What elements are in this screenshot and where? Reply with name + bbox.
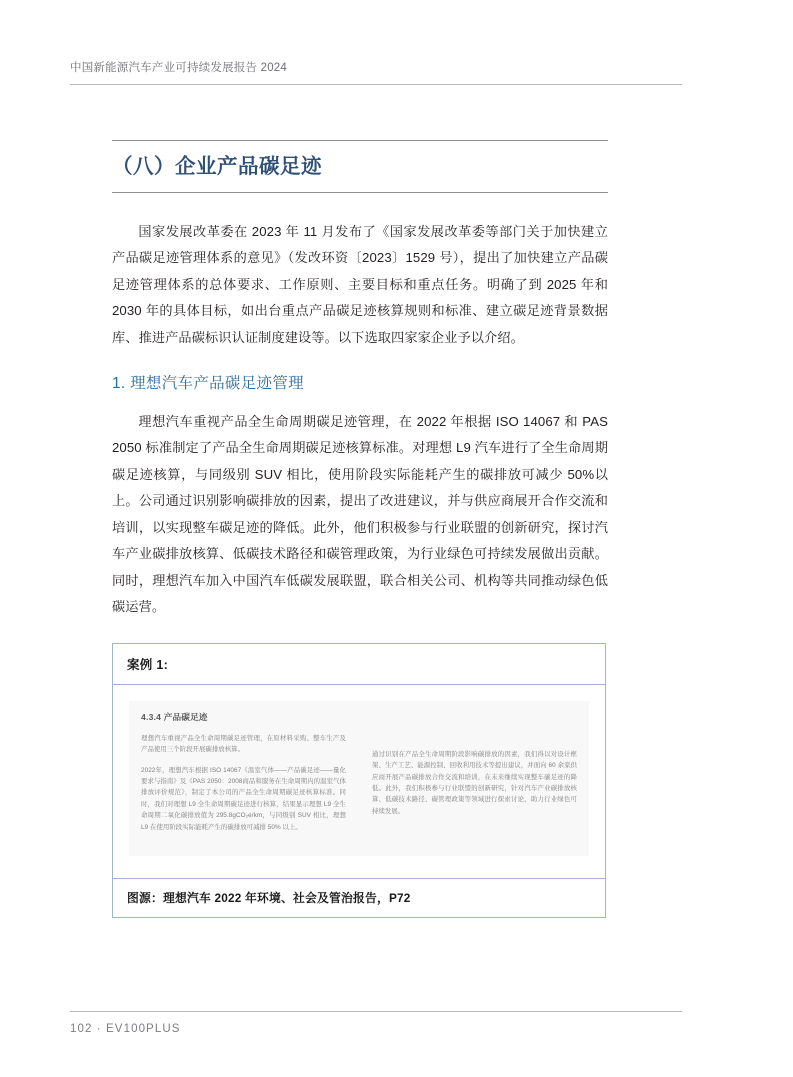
case-study-label: 案例 1: bbox=[113, 644, 605, 685]
header-divider bbox=[70, 84, 682, 85]
page-content bbox=[112, 140, 608, 918]
footer-page-number: 102 bbox=[70, 1023, 93, 1035]
running-header bbox=[70, 60, 682, 85]
embedded-paragraph: 2022年，理想汽车根据 ISO 14067《温室气体——产品碳足迹——量化要求与指南》及《PAS 2050：2008商品和服务在生命周期内的温室气体排放评价规范》，制定了本公司的产品全生命周期碳足迹核算标准。同时，我们对理想 L9 全生命周期碳足迹进行核算，结果显示理想 L9 全生命周期二氧化碳排放值为 295.8gCO₂e/km，与同级别 SUV 相比，理想 L9 在使用阶段实际能耗产生的碳排放可减排 50% 以上。 bbox=[141, 766, 346, 831]
section-title: （八）企业产品碳足迹 bbox=[112, 155, 322, 178]
embedded-figure-left-column bbox=[141, 733, 346, 842]
footer-content bbox=[70, 1023, 682, 1035]
embedded-figure-heading: 4.3.4 产品碳足迹 bbox=[141, 711, 208, 722]
section-title-block bbox=[112, 140, 608, 193]
footer-separator: · bbox=[96, 1023, 102, 1035]
page-footer bbox=[70, 1011, 682, 1035]
case-study-figure bbox=[113, 685, 605, 878]
embedded-paragraph: 通过识别在产品全生命周期阶段影响碳排放的因素，我们得以对设计框架、生产工艺、能源控制、回收利用技术等提出建议，并面向 60 余家供应商开展产品碳排放合作交流和培训，在未来继续实现整车碳足迹的降低。此外，我们积极参与行业联盟的创新研究，针对汽车产业碳排放核算、低碳技术路径、碳管理政策等领域进行探索讨论，助力行业绿色可持续发展。 bbox=[372, 750, 577, 815]
embedded-report-screenshot bbox=[129, 701, 589, 856]
embedded-figure-columns bbox=[141, 733, 577, 842]
subsection-paragraph: 理想汽车重视产品全生命周期碳足迹管理，在 2022 年根据 ISO 14067 和 PAS 2050 标准制定了产品全生命周期碳足迹核算标准。对理想 L9 汽车进行了全生命周期碳足迹核算，与同级别 SUV 相比，使用阶段实际能耗产生的碳排放可减少 50%以上。公司通过识别影响碳排放的因素，提出了改进建议，并与供应商展开合作交流和培训，以实现整车碳足迹的降低。此外，他们积极参与行业联盟的创新研究，探讨汽车产业碳排放核算、低碳技术路径和碳管理政策，为行业绿色可持续发展做出贡献。同时，理想汽车加入中国汽车低碳发展联盟，联合相关公司、机构等共同推动绿色低碳运营。 bbox=[112, 413, 608, 615]
embedded-paragraph: 理想汽车重视产品全生命周期碳足迹管理，在原材料采购、整车生产及产品使用三个阶段开展碳排放核算。 bbox=[141, 734, 346, 754]
intro-paragraph: 国家发展改革委在 2023 年 11 月发布了《国家发展改革委等部门关于加快建立产品碳足迹管理体系的意见》（发改环资〔2023〕1529 号），提出了加快建立产品碳足迹管理体系的总体要求、工作原则、主要目标和重点任务。明确了到 2025 年和 2030 年的具体目标，如出台重点产品碳足迹核算规则和标准、建立碳足迹背景数据库、推进产品碳标识认证制度建设等。以下选取四家家企业予以介绍。 bbox=[112, 223, 608, 345]
case-study-caption: 图源：理想汽车 2022 年环境、社会及管治报告，P72 bbox=[113, 878, 605, 917]
embedded-figure-right-column bbox=[372, 733, 577, 842]
running-header-title: 中国新能源汽车产业可持续发展报告 2024 bbox=[70, 62, 287, 74]
subsection-heading: 1. 理想汽车产品碳足迹管理 bbox=[112, 375, 304, 393]
footer-divider bbox=[70, 1011, 682, 1012]
case-study-box bbox=[112, 643, 606, 918]
footer-publisher: EV100PLUS bbox=[106, 1023, 181, 1035]
section-title-rule-bottom bbox=[112, 192, 608, 193]
